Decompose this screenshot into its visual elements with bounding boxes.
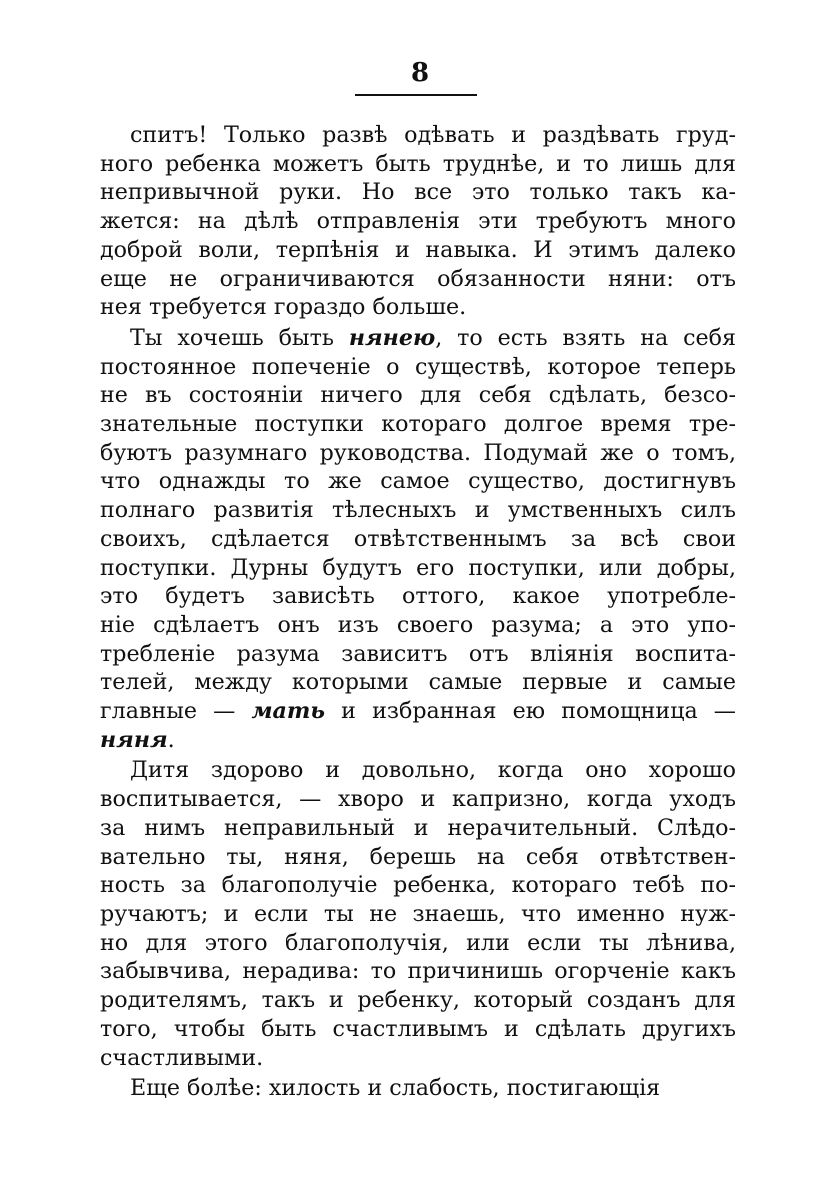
text-line: требленіе разума зависитъ отъ вліянія воспита- (100, 640, 736, 667)
text-line: жется: на дѣлѣ отправленія эти требуютъ много (100, 208, 736, 235)
text-line: непривычной руки. Но все это только такъ ка- (100, 179, 736, 206)
text-line: не въ состояніи ничего для себя сдѣлать, безсо- (100, 382, 736, 409)
body-text (100, 121, 736, 1105)
text-line: своихъ, сдѣлается отвѣтственнымъ за всѣ свои (100, 525, 736, 552)
text-line: того, чтобы быть счастливымъ и сдѣлать другихъ (100, 1015, 736, 1042)
text-line: знательные поступки котораго долгое время тре- (100, 411, 736, 438)
text-line: родителямъ, такъ и ребенку, который созданъ для (100, 987, 736, 1014)
text-line: буютъ разумнаго руководства. Подумай же о томъ, (100, 439, 736, 466)
text-line: счастливыми. (100, 1044, 264, 1071)
header-rule (355, 94, 477, 96)
paragraph (100, 756, 736, 1072)
text-segment: главные — (100, 698, 252, 725)
text-line: доброй воли, терпѣнія и навыка. И этимъ далеко (100, 236, 736, 263)
text-segment: . (167, 726, 175, 753)
emphasized-word: нянею (348, 324, 436, 351)
text-segment: , то есть взять на себя (435, 324, 737, 351)
text-line: полнаго развитія тѣлесныхъ и умственныхъ силъ (100, 497, 736, 524)
text-line: нея требуется гораздо больше. (100, 294, 467, 321)
text-line: ность за благополучіе ребенка, котораго тебѣ по- (100, 872, 736, 899)
paragraph (100, 121, 736, 322)
text-line: ручаютъ; и если ты не знаешь, что именно нуж- (100, 900, 736, 927)
text-line: телей, между которыми самые первые и самые (100, 669, 736, 696)
text-line: Дитя здорово и довольно, когда оно хорошо (130, 757, 736, 784)
text-line: еще не ограничиваются обязанности няни: отъ (100, 265, 736, 292)
paragraph (100, 324, 736, 755)
text-line: постоянное попеченіе о существѣ, которое теперь (100, 353, 736, 380)
text-line: за нимъ неправильный и нерачительный. Слѣдо- (100, 814, 736, 841)
text-line (100, 697, 736, 726)
text-line: ніе сдѣлаетъ онъ изъ своего разума; а это упо- (100, 611, 736, 638)
text-line: воспитывается, — хворо и капризно, когда уходъ (100, 786, 736, 813)
text-line (100, 324, 736, 353)
text-line (100, 726, 736, 755)
text-line: забывчива, нерадива: то причинишь огорченіе какъ (100, 958, 736, 985)
text-line: но для этого благополучія, или если ты лѣнива, (100, 929, 736, 956)
text-line: Еще болѣе: хилость и слабость, постигающія (130, 1075, 661, 1102)
text-line: вательно ты, няня, берешь на себя отвѣтствен- (100, 843, 736, 870)
emphasized-word: мать (251, 698, 326, 725)
text-line: спитъ! Только развѣ одѣвать и раздѣвать груд- (130, 122, 736, 148)
text-line: ного ребенка можетъ быть труднѣе, и то лишь для (100, 150, 736, 177)
text-line: поступки. Дурны будутъ его поступки, или добры, (100, 554, 736, 581)
text-segment: и избранная ею помощница — (325, 698, 736, 725)
page-number: 8 (410, 58, 430, 88)
text-line: это будетъ зависѣть оттого, какое употребле- (100, 583, 736, 610)
text-line: что однажды то же самое существо, достигнувъ (100, 468, 736, 495)
emphasized-word: няня (100, 726, 168, 753)
paragraph (100, 1074, 736, 1103)
text-segment: Ты хочешь быть (130, 324, 349, 351)
